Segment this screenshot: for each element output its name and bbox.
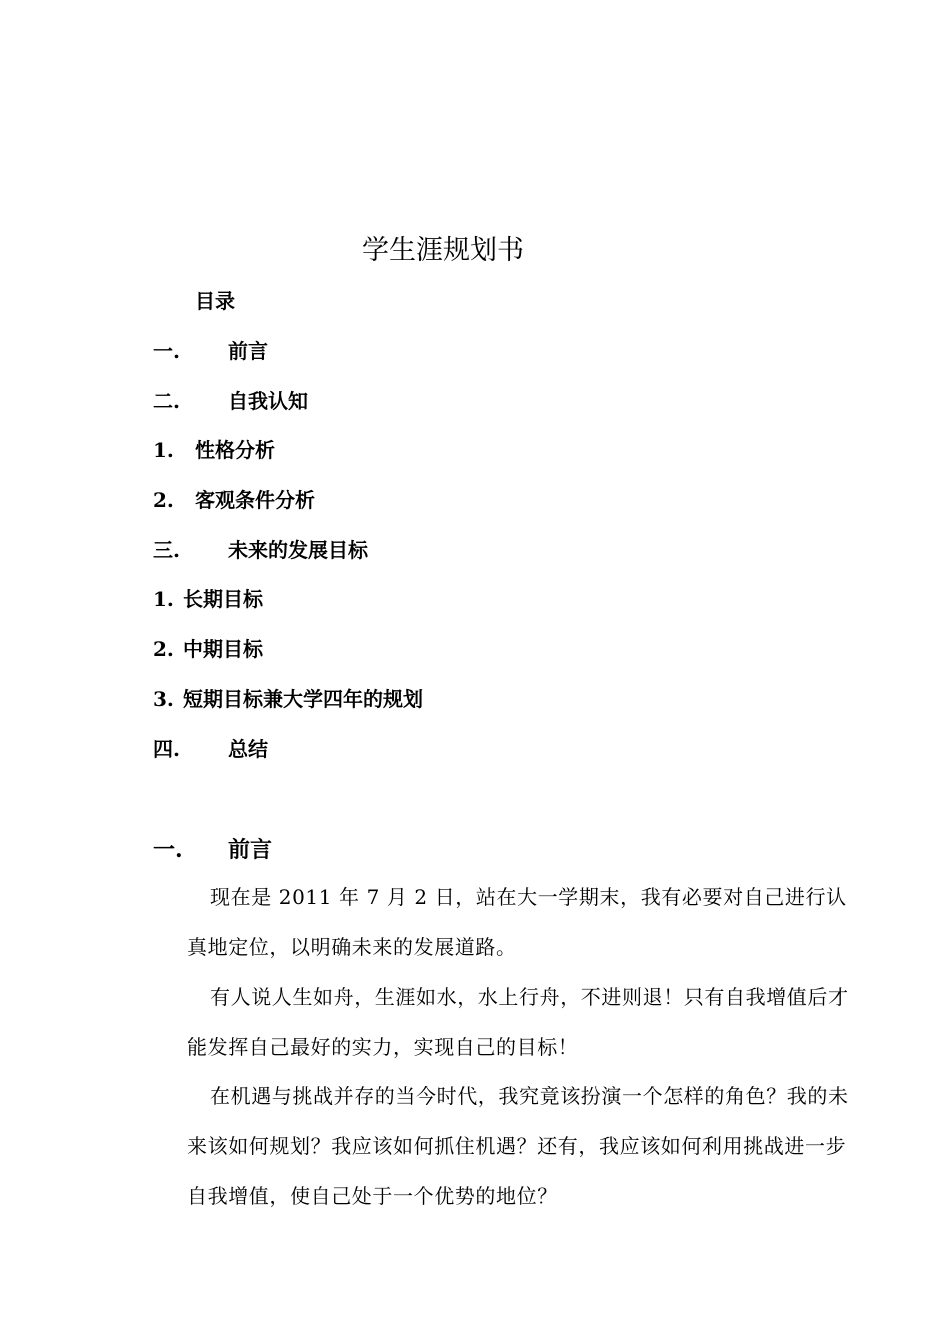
toc-item-label: 短期目标兼大学四年的规划 bbox=[183, 687, 423, 711]
document-title: 学生涯规划书 bbox=[362, 235, 524, 266]
toc-item-long-term bbox=[153, 584, 263, 614]
section-label: 前言 bbox=[228, 838, 273, 863]
paragraph: 有人说人生如舟，生涯如水，水上行舟，不进则退！只有自我增值后才能发挥自己最好的实力，实现自己的目标！ bbox=[187, 985, 849, 1059]
toc-item-label: 未来的发展目标 bbox=[228, 538, 368, 562]
toc-item-objective-conditions bbox=[153, 485, 315, 515]
toc-item-number: 一. bbox=[153, 339, 180, 363]
toc-item-future-goals bbox=[153, 535, 368, 565]
toc-item-personality bbox=[153, 435, 275, 465]
toc-item-number: 二. bbox=[153, 389, 180, 413]
toc-item-label: 自我认知 bbox=[228, 389, 308, 413]
toc-item-preface bbox=[153, 336, 268, 366]
toc-item-label: 总结 bbox=[228, 737, 268, 761]
toc-item-number: 四. bbox=[153, 737, 180, 761]
toc-item-label: 中期目标 bbox=[183, 637, 263, 661]
toc-item-label: 客观条件分析 bbox=[195, 488, 315, 512]
toc-item-number: 1. bbox=[153, 438, 174, 462]
toc-item-self-awareness bbox=[153, 386, 308, 416]
paragraph: 在机遇与挑战并存的当今时代，我究竟该扮演一个怎样的角色？我的未来该如何规划？我应该如何抓住机遇？还有，我应该如何利用挑战进一步自我增值，使自己处于一个优势的地位？ bbox=[187, 1084, 849, 1208]
toc-item-number: 2. bbox=[153, 488, 174, 512]
toc-item-number: 三. bbox=[153, 538, 180, 562]
toc-item-number: 3. bbox=[153, 687, 174, 711]
toc-item-label: 前言 bbox=[228, 339, 268, 363]
toc-item-label: 性格分析 bbox=[195, 438, 275, 462]
toc-item-number: 1. bbox=[153, 587, 174, 611]
toc-heading: 目录 bbox=[195, 289, 235, 313]
toc-item-summary bbox=[153, 734, 268, 764]
section-number: 一. bbox=[153, 837, 183, 863]
paragraph: 现在是 2011 年 7 月 2 日，站在大一学期末，我有必要对自己进行认真地定位，以明确未来的发展道路。 bbox=[187, 885, 847, 959]
toc-item-label: 长期目标 bbox=[183, 587, 263, 611]
toc-item-number: 2. bbox=[153, 637, 174, 661]
section-heading-preface bbox=[153, 834, 272, 867]
toc-item-mid-term bbox=[153, 634, 263, 664]
toc-item-short-term bbox=[153, 684, 423, 714]
